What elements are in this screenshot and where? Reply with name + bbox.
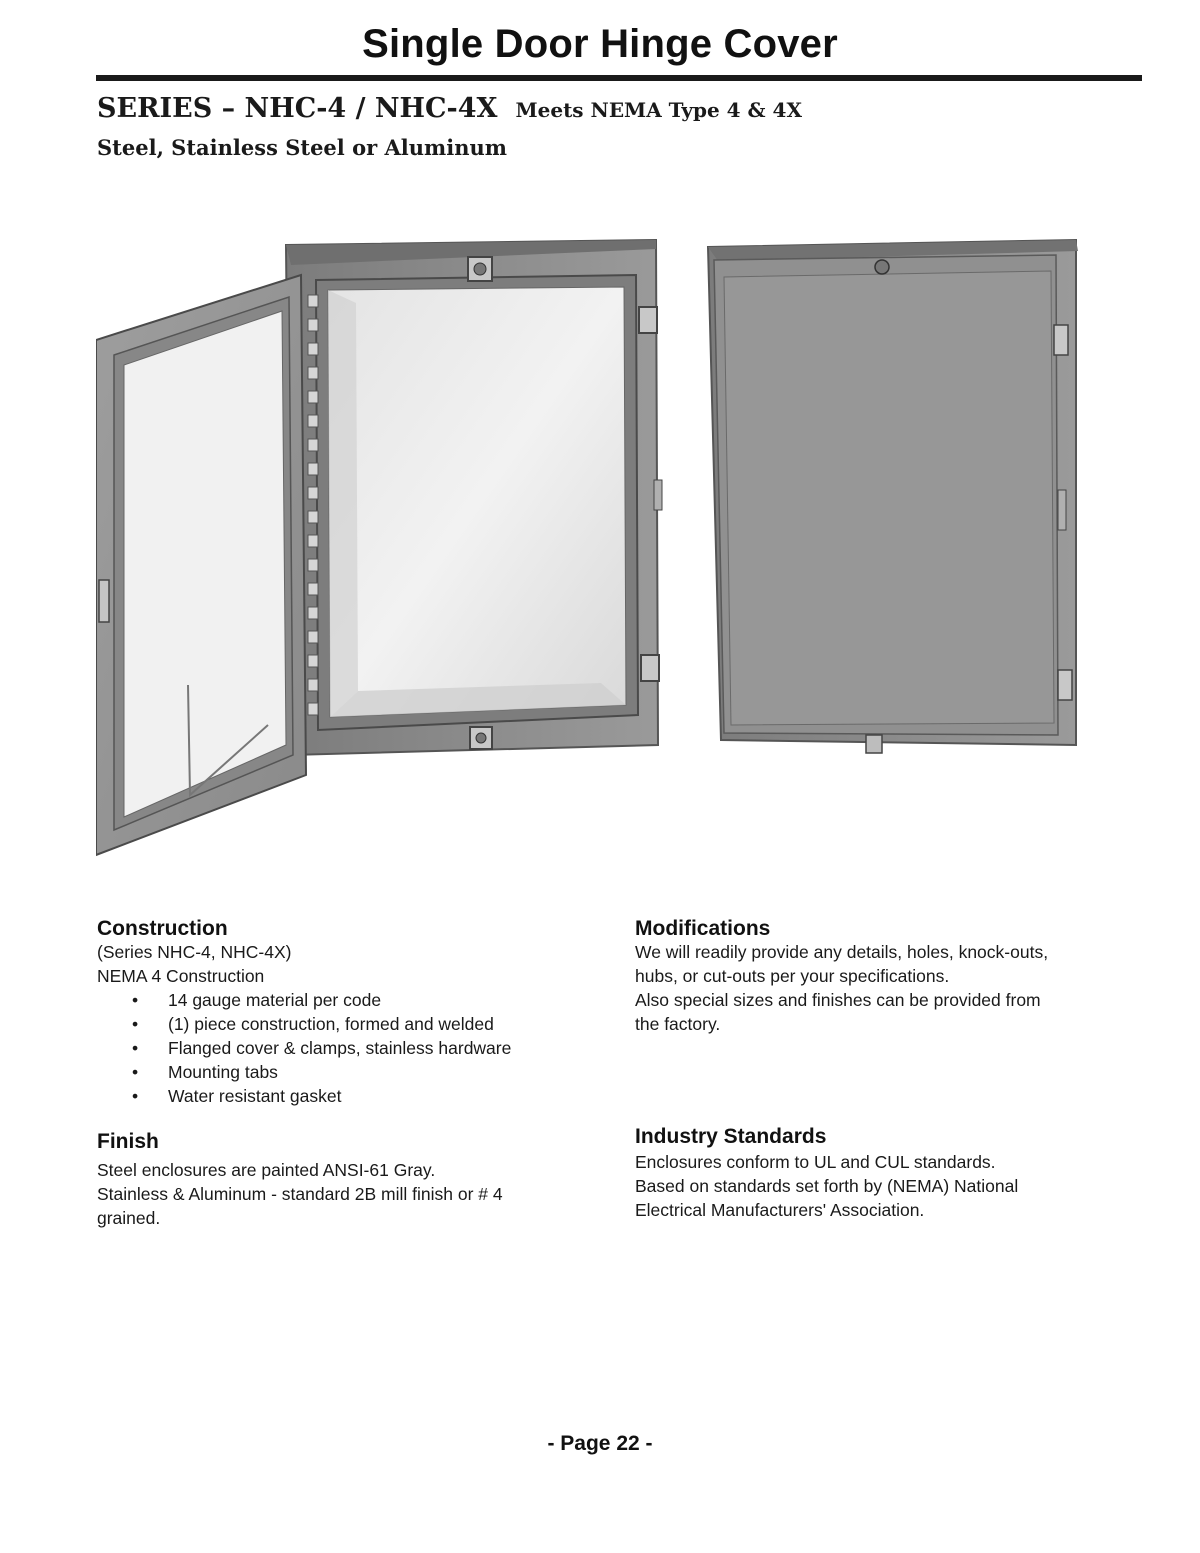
standards-line: Enclosures conform to UL and CUL standards. — [635, 1152, 996, 1172]
bullet-icon: • — [132, 1038, 139, 1058]
construction-bullet-list — [96, 988, 511, 1108]
list-item-text: Water resistant gasket — [168, 1086, 342, 1106]
page-title: Single Door Hinge Cover — [362, 22, 838, 66]
series-heading — [97, 93, 802, 124]
modifications-line: hubs, or cut-outs per your specifications. — [635, 966, 950, 986]
list-item-text: 14 gauge material per code — [168, 990, 382, 1010]
nema-rating: Meets NEMA Type 4 & 4X — [515, 98, 802, 122]
bullet-icon: • — [132, 990, 139, 1010]
construction-line: NEMA 4 Construction — [97, 966, 265, 986]
industry-standards-text — [635, 1150, 1018, 1222]
list-item-text: (1) piece construction, formed and welded — [168, 1014, 494, 1034]
list-item — [96, 1084, 511, 1108]
finish-line: grained. — [97, 1208, 161, 1228]
list-item-text: Flanged cover & clamps, stainless hardware — [168, 1038, 512, 1058]
list-item-text: Mounting tabs — [168, 1062, 278, 1082]
list-item — [96, 1012, 511, 1036]
bullet-icon: • — [132, 1014, 139, 1034]
standards-line: Electrical Manufacturers' Association. — [635, 1200, 925, 1220]
bullet-icon: • — [132, 1062, 139, 1082]
modifications-heading: Modifications — [635, 917, 771, 940]
finish-text — [97, 1158, 503, 1230]
list-item — [96, 1036, 511, 1060]
series-name: SERIES – NHC-4 / NHC-4X — [97, 93, 498, 124]
standards-line: Based on standards set forth by (NEMA) National — [635, 1176, 1019, 1196]
list-item — [96, 1060, 511, 1084]
construction-heading: Construction — [97, 917, 228, 940]
page-number: - Page 22 - — [547, 1432, 653, 1455]
industry-standards-heading: Industry Standards — [635, 1125, 827, 1148]
modifications-line: the factory. — [635, 1014, 721, 1034]
enclosure-photo — [96, 235, 1096, 875]
materials-subtitle: Steel, Stainless Steel or Aluminum — [97, 135, 507, 160]
bullet-icon: • — [132, 1086, 139, 1106]
closed-enclosure — [708, 240, 1078, 753]
open-enclosure — [96, 240, 662, 855]
modifications-line: We will readily provide any details, holes, knock-outs, — [635, 942, 1049, 962]
finish-heading: Finish — [97, 1130, 159, 1153]
finish-line: Steel enclosures are painted ANSI-61 Gray. — [97, 1160, 436, 1180]
modifications-text — [635, 940, 1048, 1036]
title-rule — [96, 75, 1142, 81]
modifications-line: Also special sizes and finishes can be provided from — [635, 990, 1041, 1010]
construction-intro — [97, 940, 291, 988]
finish-line: Stainless & Aluminum - standard 2B mill finish or # 4 — [97, 1184, 503, 1204]
list-item — [96, 988, 511, 1012]
construction-line: (Series NHC-4, NHC-4X) — [97, 942, 292, 962]
